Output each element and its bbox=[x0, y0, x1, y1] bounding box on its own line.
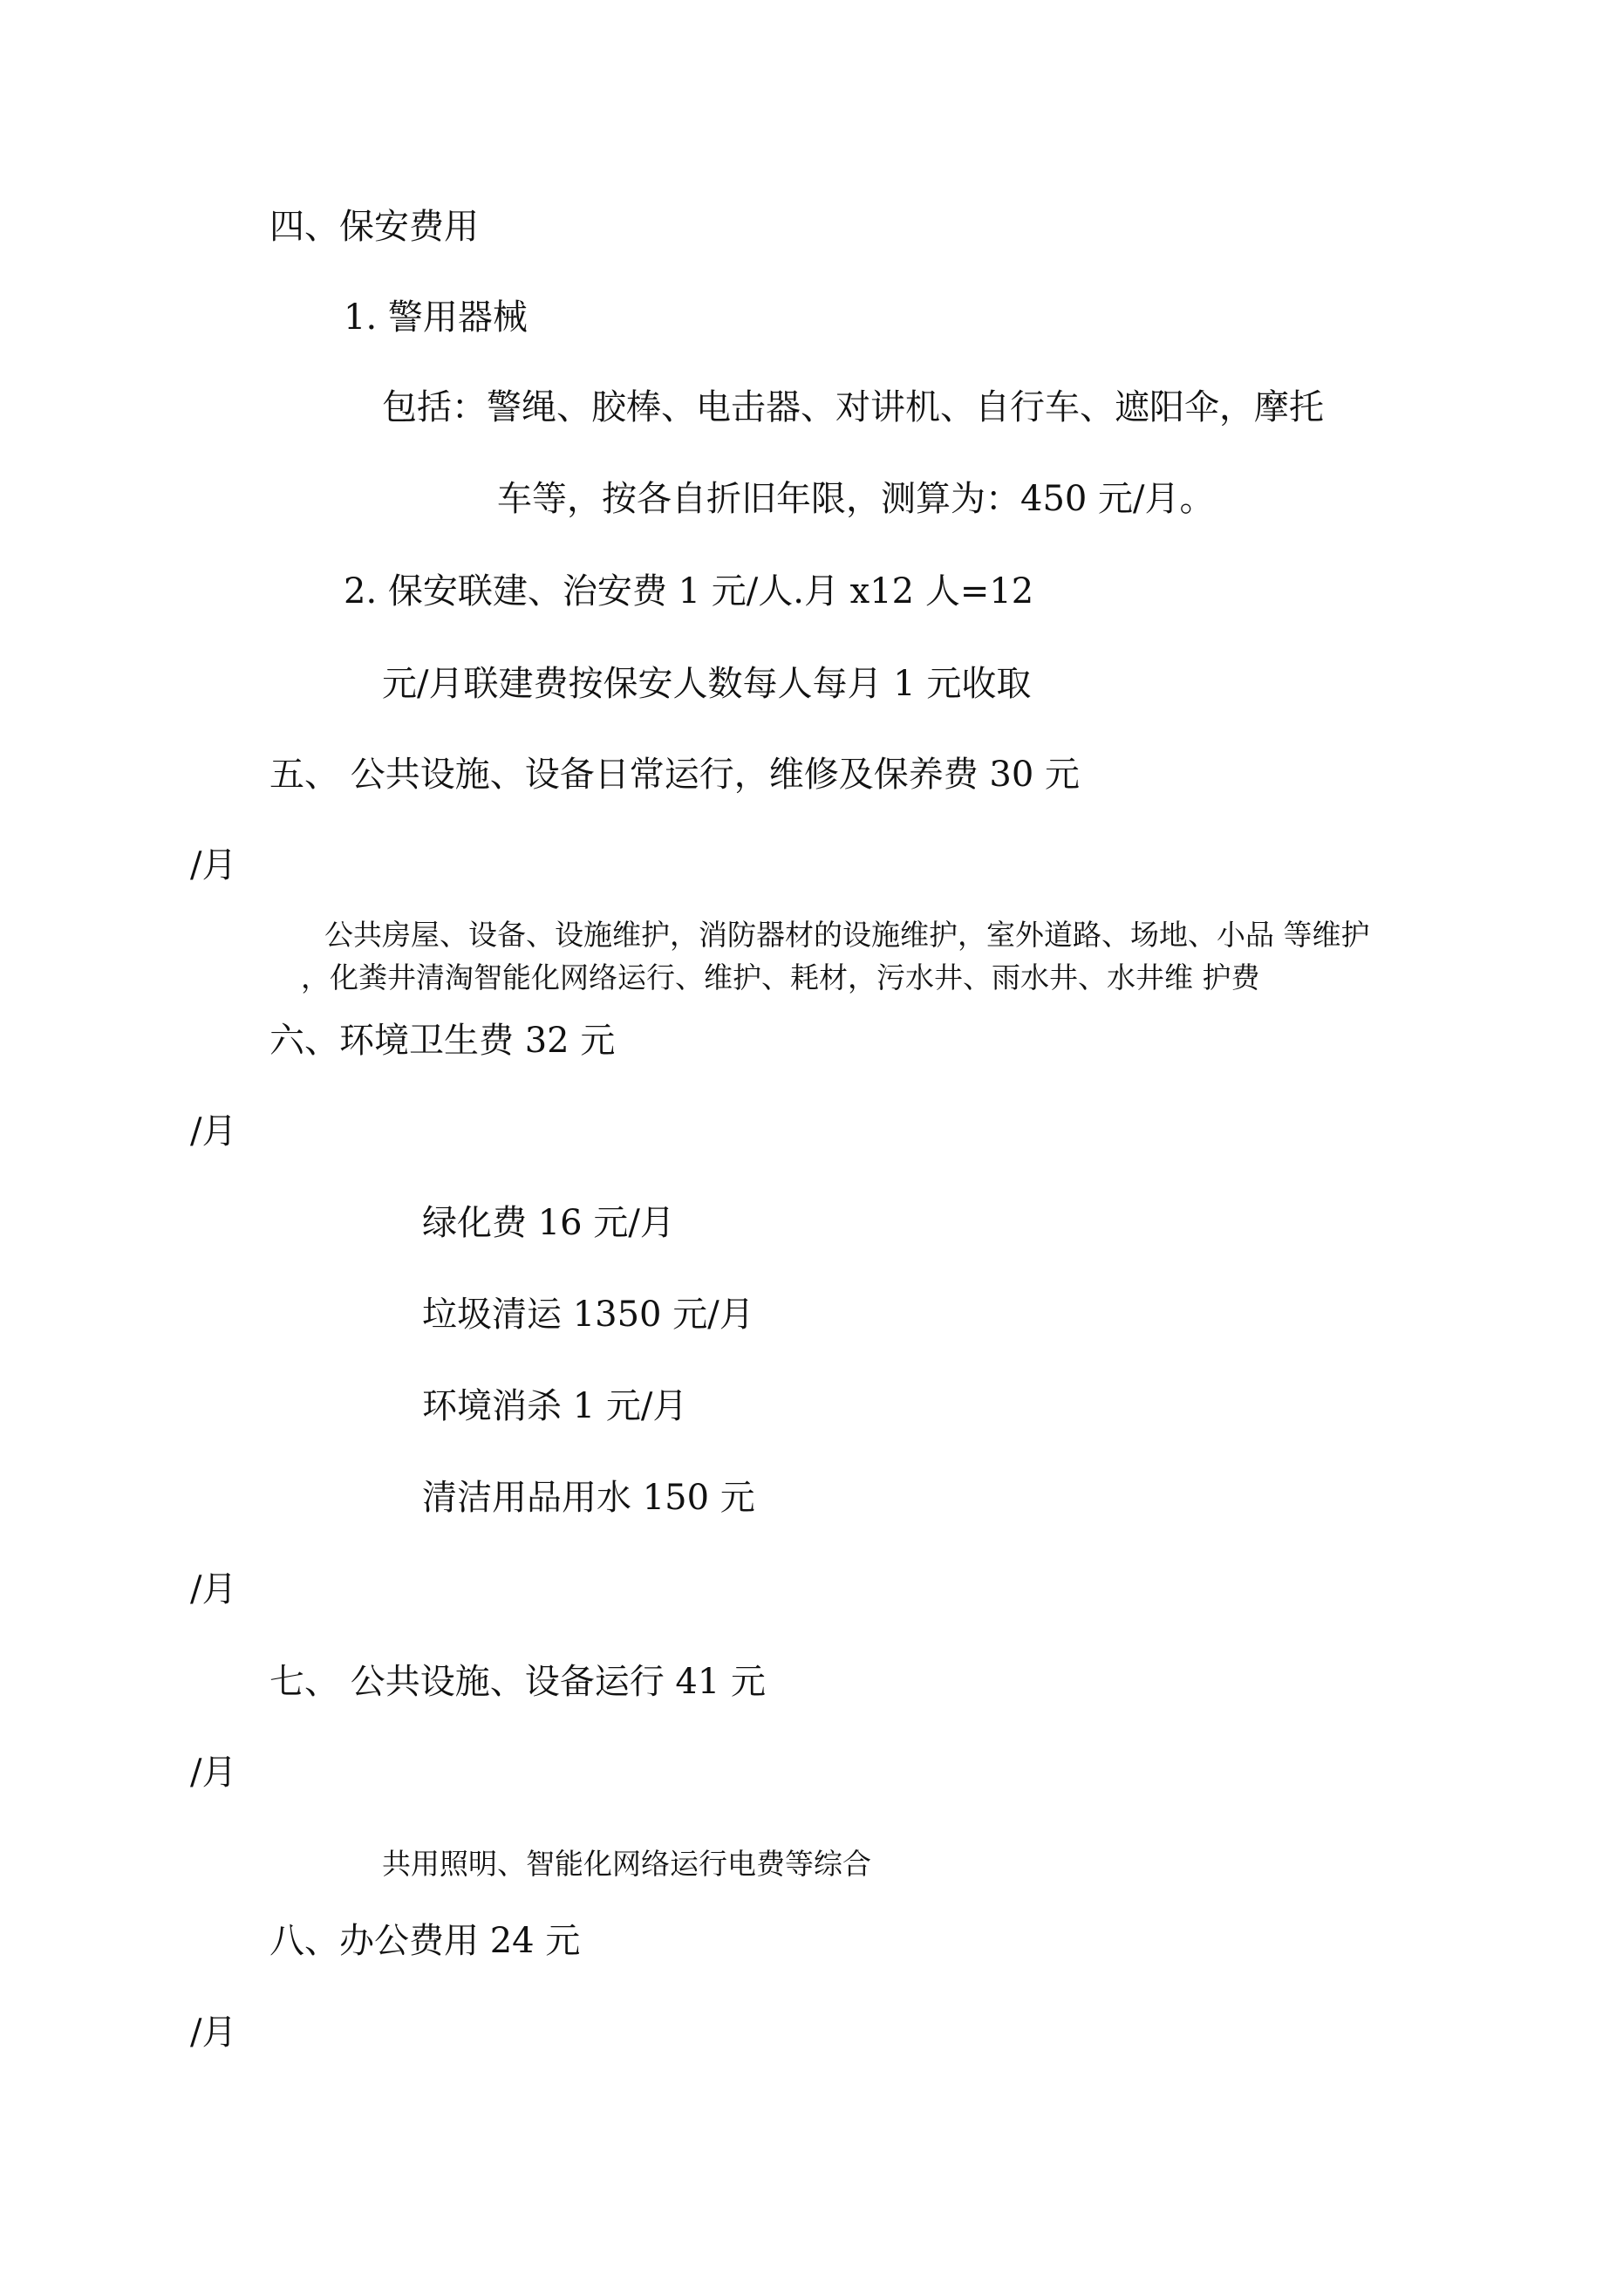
section-8-heading: 八、办公费用 24 元 bbox=[269, 1921, 581, 1961]
section-4-item-1-desc-line-1: 包括：警绳、胶棒、电击器、对讲机、自行车、遮阳伞，摩托 bbox=[382, 387, 1324, 427]
section-7-desc: 共用照明、智能化网络运行电费等综合 bbox=[382, 1847, 871, 1881]
section-6-item-greening: 绿化费 16 元/月 bbox=[422, 1203, 675, 1243]
section-5-unit: /月 bbox=[190, 845, 237, 885]
section-6-items-unit: /月 bbox=[190, 1569, 237, 1609]
section-6-heading: 六、环境卫生费 32 元 bbox=[269, 1021, 616, 1061]
section-6-item-cleaning: 清洁用品用水 150 元 bbox=[422, 1478, 755, 1518]
section-6-unit: /月 bbox=[190, 1111, 237, 1151]
section-7-unit: /月 bbox=[190, 1753, 237, 1793]
section-4-item-2-desc: 元/月联建费按保安人数每人每月 1 元收取 bbox=[382, 664, 1032, 704]
section-4-item-2-title: 2. 保安联建、治安费 1 元/人.月 x12 人=12 bbox=[344, 571, 1034, 612]
section-6-item-disinfection: 环境消杀 1 元/月 bbox=[422, 1386, 688, 1426]
section-5-desc-line-1: 公共房屋、设备、设施维护，消防器材的设施维护，室外道路、场地、小品 等维护 bbox=[324, 918, 1370, 952]
section-4-item-1-title: 1. 警用器械 bbox=[344, 297, 528, 338]
section-4-heading: 四、保安费用 bbox=[269, 207, 479, 247]
section-5-heading: 五、 公共设施、设备日常运行，维修及保养费 30 元 bbox=[269, 755, 1081, 795]
section-7-heading: 七、 公共设施、设备运行 41 元 bbox=[269, 1662, 767, 1702]
section-5-desc-line-2: ，化粪井清淘智能化网络运行、维护、耗材，污水井、雨水井、水井维 护费 bbox=[301, 960, 1260, 994]
section-8-unit: /月 bbox=[190, 2012, 237, 2053]
section-4-item-1-desc-line-2: 车等，按各自折旧年限，测算为：450 元/月。 bbox=[497, 479, 1215, 519]
section-6-item-garbage: 垃圾清运 1350 元/月 bbox=[422, 1295, 754, 1335]
